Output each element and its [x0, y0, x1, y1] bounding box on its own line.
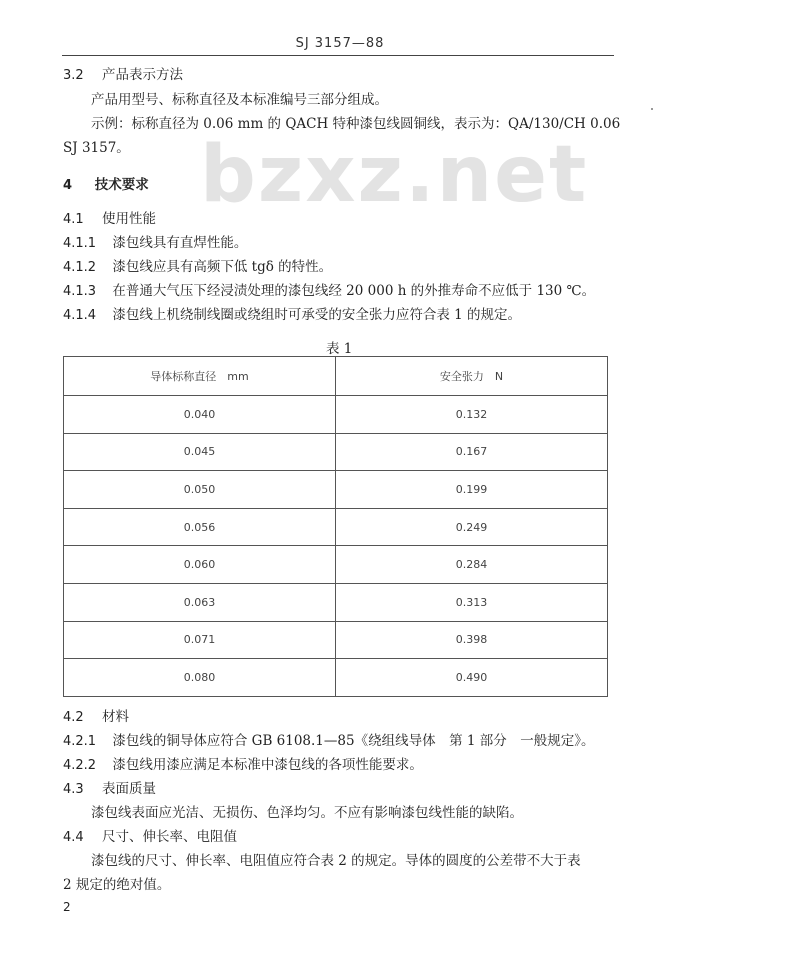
clause-number: 4.1.3	[63, 284, 97, 299]
section-3-2-heading	[63, 66, 183, 85]
table-row	[64, 659, 608, 697]
section-title: 材料	[101, 709, 129, 725]
clause-text: 在普通大气压下经浸渍处理的漆包线经 20 000 h 的外推寿命不应低于 130 ℃。	[112, 283, 596, 299]
clause-4-1-3	[63, 282, 595, 301]
cell-diameter: 0.050	[64, 471, 336, 509]
cell-tension: 0.167	[336, 433, 608, 471]
cell-diameter: 0.060	[64, 546, 336, 584]
clause-4-1-2	[63, 258, 332, 277]
paragraph: 示例：标称直径为 0.06 mm 的 QACH 特种漆包线圆铜线，表示为：QA/130/CH 0.06	[91, 116, 621, 132]
clause-number: 4.1.2	[63, 260, 97, 275]
section-title: 表面质量	[101, 781, 156, 797]
clause-text: 漆包线应具有高频下低 tgδ 的特性。	[112, 259, 333, 275]
section-title: 使用性能	[101, 211, 156, 227]
cell-diameter: 0.040	[64, 396, 336, 434]
paragraph: 2 规定的绝对值。	[63, 877, 171, 893]
section-4-2-heading	[63, 708, 129, 727]
section-number: 4.3	[63, 782, 84, 797]
scan-speck	[651, 108, 653, 110]
section-number: 3.2	[63, 68, 84, 83]
clause-text: 漆包线的铜导体应符合 GB 6108.1—85《绕组线导体 第 1 部分 一般规定》。	[112, 733, 595, 749]
cell-tension: 0.313	[336, 583, 608, 621]
clause-text: 漆包线上机绕制线圈或绕组时可承受的安全张力应符合表 1 的规定。	[112, 307, 522, 323]
cell-tension: 0.199	[336, 471, 608, 509]
cell-tension: 0.284	[336, 546, 608, 584]
table-caption: 表 1	[326, 341, 353, 357]
table-row	[64, 583, 608, 621]
section-number: 4.2	[63, 710, 84, 725]
cell-diameter: 0.045	[64, 433, 336, 471]
table-row	[64, 546, 608, 584]
cell-diameter: 0.063	[64, 583, 336, 621]
cell-tension: 0.490	[336, 659, 608, 697]
section-title: 产品表示方法	[101, 67, 183, 83]
section-4-3-heading	[63, 780, 156, 799]
paragraph: 产品用型号、标称直径及本标准编号三部分组成。	[91, 92, 388, 108]
page-number: 2	[63, 900, 71, 914]
section-title: 尺寸、伸长率、电阻值	[101, 829, 237, 845]
section-number: 4	[63, 178, 73, 193]
clause-number: 4.2.2	[63, 758, 97, 773]
cell-diameter: 0.080	[64, 659, 336, 697]
table-row	[64, 433, 608, 471]
clause-number: 4.2.1	[63, 734, 97, 749]
section-title: 技术要求	[94, 177, 149, 193]
clause-4-1-1	[63, 234, 247, 253]
cell-diameter: 0.071	[64, 621, 336, 659]
clause-number: 4.1.1	[63, 236, 97, 251]
clause-text: 漆包线具有直焊性能。	[112, 235, 248, 251]
watermark: bzxz.net	[200, 130, 589, 220]
section-4-4-heading	[63, 828, 237, 847]
clause-text: 漆包线用漆应满足本标准中漆包线的各项性能要求。	[112, 757, 423, 773]
column-header-diameter: 导体标称直径 mm	[64, 357, 336, 396]
table-1	[63, 356, 608, 697]
clause-4-2-2	[63, 756, 423, 775]
clause-number: 4.1.4	[63, 308, 97, 323]
cell-tension: 0.249	[336, 508, 608, 546]
paragraph: 漆包线表面应光洁、无损伤、色泽均匀。不应有影响漆包线性能的缺陷。	[91, 805, 523, 821]
table-row	[64, 471, 608, 509]
cell-diameter: 0.056	[64, 508, 336, 546]
table-row	[64, 621, 608, 659]
column-header-tension: 安全张力 N	[336, 357, 608, 396]
clause-4-1-4	[63, 306, 521, 325]
table-header-row	[64, 357, 608, 396]
table-row	[64, 508, 608, 546]
section-number: 4.4	[63, 830, 84, 845]
section-4-1-heading	[63, 210, 156, 229]
table-row	[64, 396, 608, 434]
paragraph: SJ 3157。	[63, 140, 130, 156]
section-4-heading	[63, 176, 149, 195]
paragraph: 漆包线的尺寸、伸长率、电阻值应符合表 2 的规定。导体的圆度的公差带不大于表	[91, 853, 581, 869]
section-number: 4.1	[63, 212, 84, 227]
cell-tension: 0.132	[336, 396, 608, 434]
cell-tension: 0.398	[336, 621, 608, 659]
clause-4-2-1	[63, 732, 595, 751]
document-header: SJ 3157—88	[295, 36, 385, 51]
header-rule	[62, 55, 614, 56]
